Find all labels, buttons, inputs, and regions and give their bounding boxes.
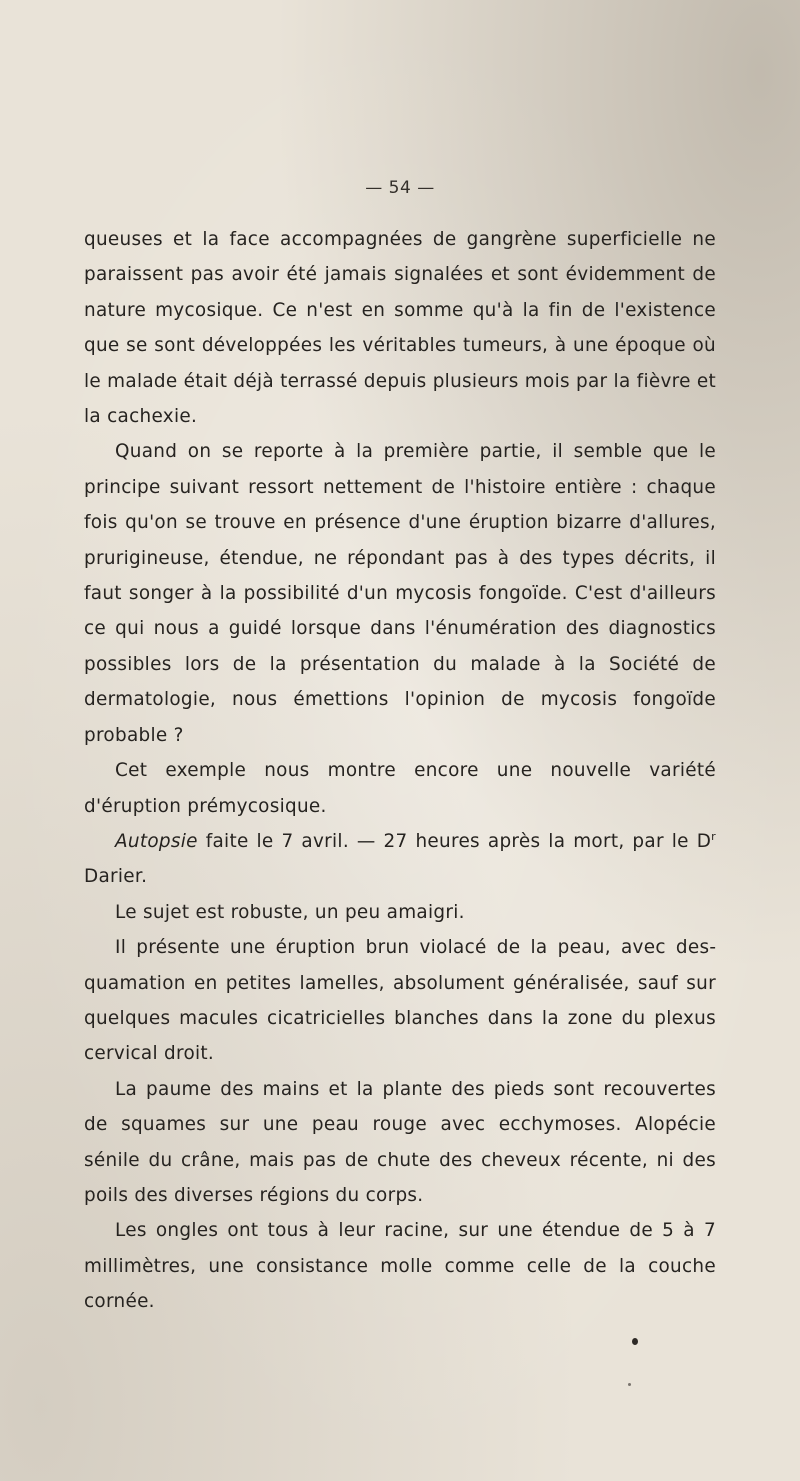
paragraph-3: Cet exemple nous montre encore une nouvelle variété d'éruption prémycosique. (84, 760, 716, 817)
paragraph-4 (84, 824, 716, 895)
paragraph-1: queuses et la face accompagnées de gangrène superficielle ne paraissent pas avoir été jamais signalées et sont évidemment de nature mycosique. Ce n'est en somme qu'à la fin de l'existence que se sont développées les véritables tumeurs, à une époque où le malade était déjà terrassé depuis plusieurs mois par la fièvre et la cachexie. (84, 229, 717, 428)
autopsie-heading: Autopsie (115, 830, 198, 852)
paragraph-4-text: faite le 7 avril. — 27 heures après la mort, par le D (197, 830, 712, 852)
paragraph-6: Il présente une éruption brun violacé de la peau, avec desquamation en petites lamelles, absolument généralisée, sauf sur quelques macules cicatricielles blanches dans la zone du plexus cervical droit. (84, 937, 716, 1065)
paragraph-2: Quand on se reporte à la première partie, il semble que le principe suivant ressort nettement de l'histoire entière : chaque fois qu'on se trouve en présence d'une éruption bizarre d'allures, prurigineuse, étendue, ne répondant pas à des types décrits, il faut songer à la possibilité d'un mycosis fongoïde. C'est d'ailleurs ce qui nous a guidé lorsque dans l'énumération des diagnostics possibles lors de la présentation du malade à la Société de dermatologie, nous émettions l'opinion de mycosis fongoïde probable ? (84, 441, 716, 746)
paragraph-7: La paume des mains et la plante des pieds sont recouvertes de squames sur une peau rouge avec ecchymoses. Alopécie sénile du crâne, mais pas de chute des cheveux récente, ni des poils des diverses régions du corps. (84, 1078, 716, 1206)
ink-speck (632, 1338, 638, 1345)
paragraph-5: Le sujet est robuste, un peu amaigri. (115, 901, 465, 923)
paragraph-4-end: Darier. (84, 866, 148, 888)
ink-speck-small (628, 1383, 631, 1386)
body-text (84, 222, 716, 1320)
page-number: — 54 — (365, 178, 435, 198)
doctor-abbrev-sup: r (711, 829, 716, 843)
paragraph-8: Les ongles ont tous à leur racine, sur une étendue de 5 à 7 millimètres, une consistance molle comme celle de la couche cornée. (84, 1220, 716, 1313)
